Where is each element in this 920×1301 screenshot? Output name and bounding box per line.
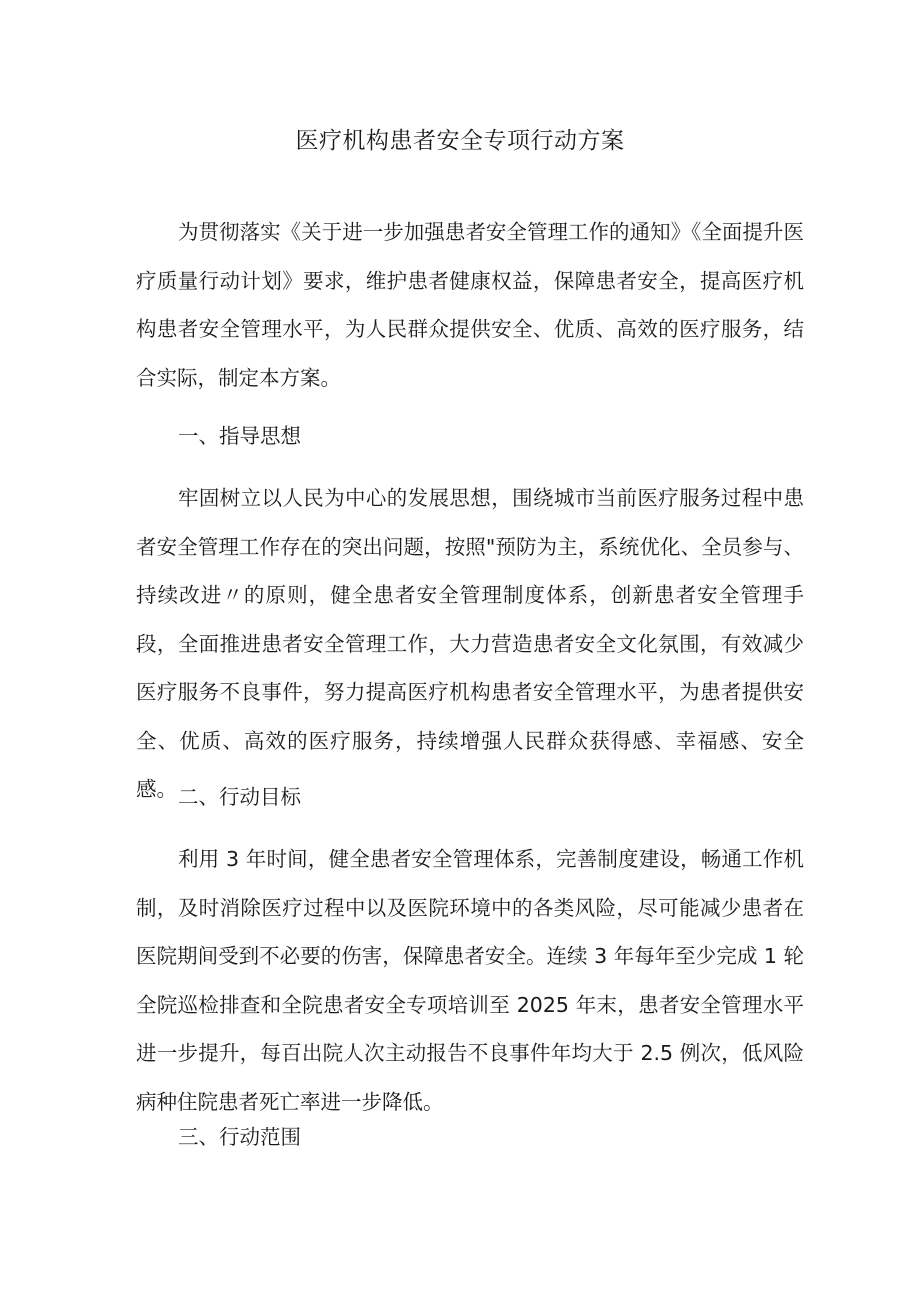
intro-paragraph: 为贯彻落实《关于进一步加强患者安全管理工作的通知》《全面提升医疗质量行动计划》要求，维护患者健康权益，保障患者安全，提高医疗机构患者安全管理水平，为人民群众提供安全、优质、高效的医疗服务，结合实际，制定本方案。 — [136, 220, 804, 390]
section-heading-action-scope: 三、行动范围 — [178, 1125, 301, 1149]
guiding-ideology-paragraph: 牢固树立以人民为中心的发展思想，围绕城市当前医疗服务过程中患者安全管理工作存在的突出问题，按照"预防为主，系统优化、全员参与、持续改进〃的原则，健全患者安全管理制度体系，创新患者安全管理手段，全面推进患者安全管理工作，大力营造患者安全文化氛围，有效减少医疗服务不良事件，努力提高医疗机构患者安全管理水平，为患者提供安全、优质、高效的医疗服务，持续增强人民群众获得感、幸福感、安全感。 — [136, 486, 804, 801]
section-heading-guiding-ideology: 一、指导思想 — [178, 424, 301, 448]
section-heading-action-goals: 二、行动目标 — [178, 785, 301, 809]
action-goals-paragraph: 利用 3 年时间，健全患者安全管理体系，完善制度建设，畅通工作机制，及时消除医疗过程中以及医院环境中的各类风险，尽可能减少患者在医院期间受到不必要的伤害，保障患者安全。连续 3 年每年至少完成 1 轮全院巡检排查和全院患者安全专项培训至 2025 年末，患者安全管理水平进一步提升，每百出院人次主动报告不良事件年均大于 2.5 例次，低风险病种住院患者死亡率进一步降低。 — [136, 847, 804, 1114]
document-title: 医疗机构患者安全专项行动方案 — [295, 128, 625, 154]
